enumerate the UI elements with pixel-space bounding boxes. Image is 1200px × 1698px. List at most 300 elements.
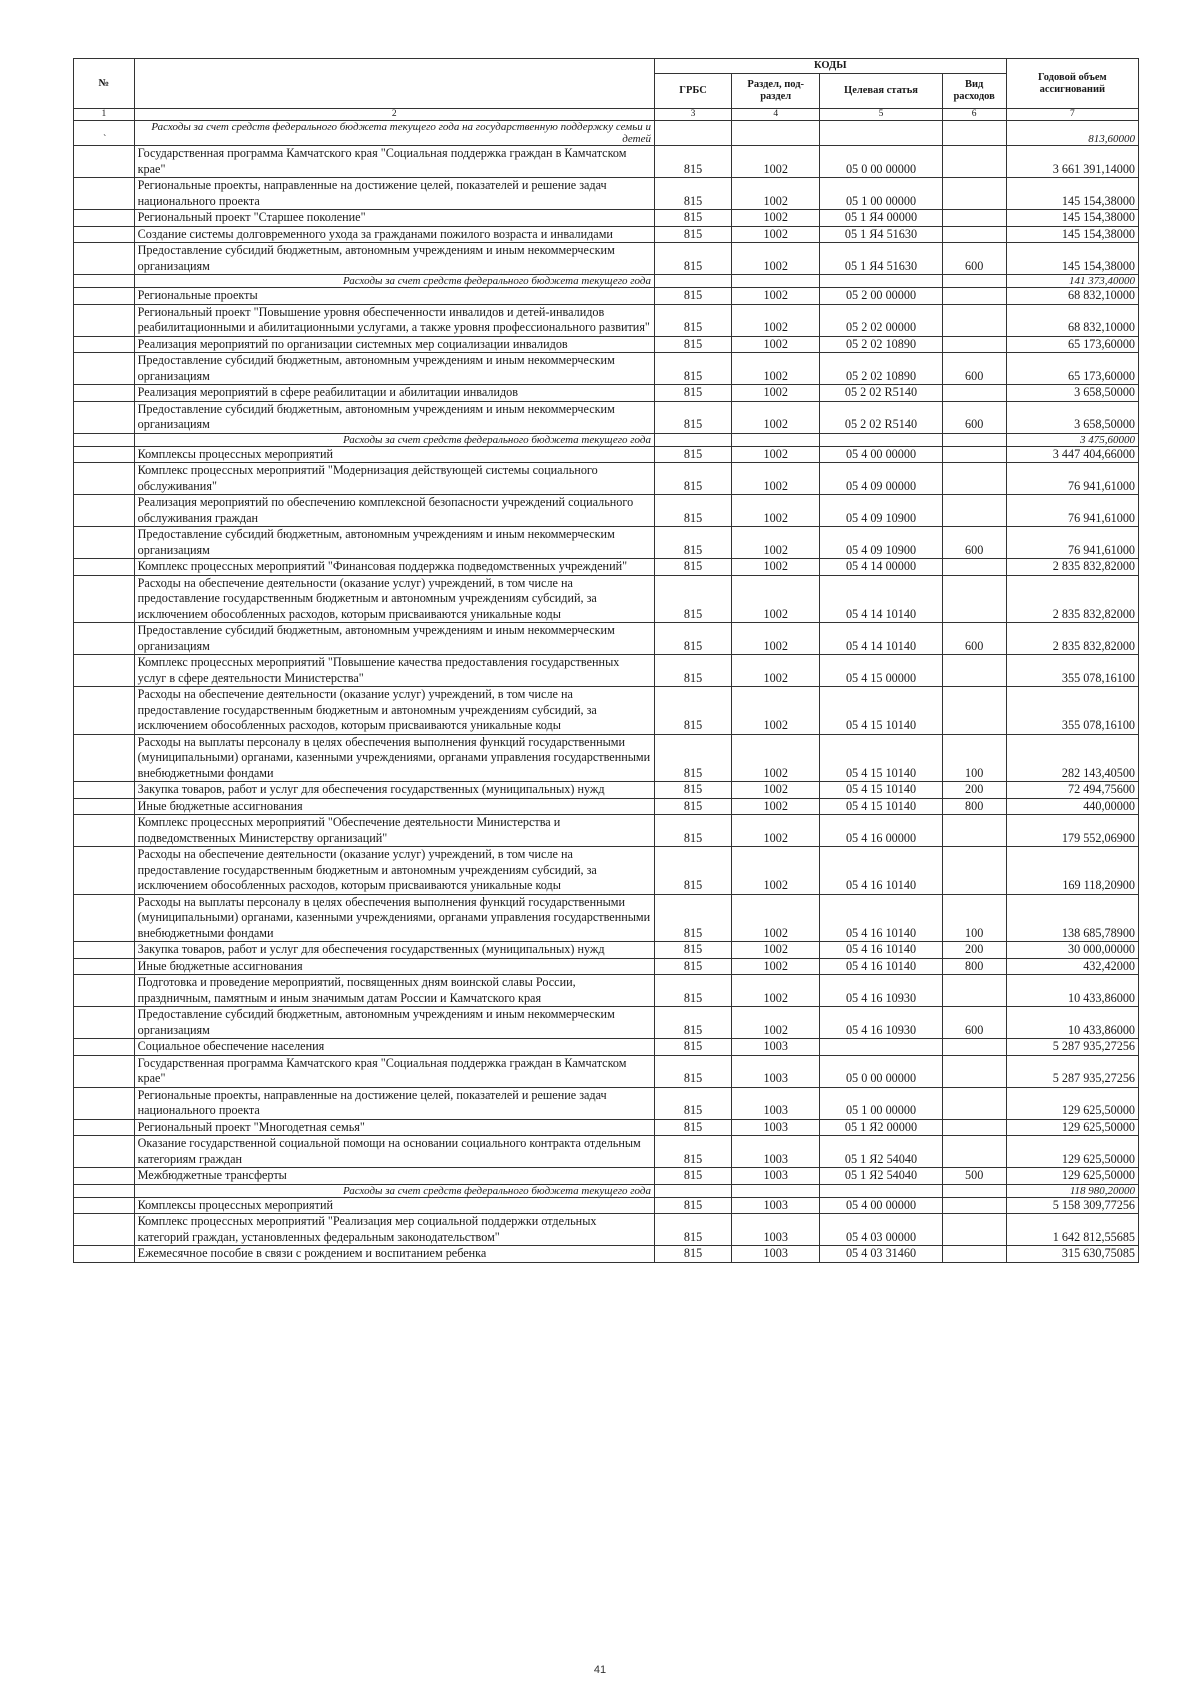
row-celevaya: 05 4 09 10900: [820, 527, 942, 559]
row-marker: [74, 1119, 135, 1136]
row-grbs: 815: [654, 1119, 731, 1136]
row-vid: [942, 121, 1006, 146]
row-celevaya: 05 4 15 10140: [820, 782, 942, 799]
row-name: Расходы на обеспечение деятельности (оказание услуг) учреждений, в том числе на предоставление государственным бюджетным и автономным учреждениям субсидий, за исключением обособленных расходов, которым присваиваются уникальные коды: [134, 575, 654, 623]
row-grbs: 815: [654, 385, 731, 402]
row-name: Комплекс процессных мероприятий "Модернизация действующей системы социального обслуживания": [134, 463, 654, 495]
row-name: Закупка товаров, работ и услуг для обеспечения государственных (муниципальных) нужд: [134, 782, 654, 799]
row-razdel: 1002: [732, 210, 820, 227]
row-sum: 3 658,50000: [1006, 401, 1138, 433]
table-row: [74, 847, 1139, 895]
row-razdel: 1002: [732, 385, 820, 402]
row-sum: 129 625,50000: [1006, 1119, 1138, 1136]
row-razdel: 1002: [732, 975, 820, 1007]
row-sum: 315 630,75085: [1006, 1246, 1138, 1263]
header-grbs: ГРБС: [654, 74, 731, 109]
row-razdel: 1002: [732, 958, 820, 975]
row-vid: [942, 385, 1006, 402]
column-number-row: [74, 109, 1139, 121]
row-razdel: 1002: [732, 401, 820, 433]
row-name: Региональные проекты, направленные на достижение целей, показателей и решение задач национального проекта: [134, 1087, 654, 1119]
row-vid: 100: [942, 894, 1006, 942]
row-marker: [74, 178, 135, 210]
row-celevaya: 05 4 00 00000: [820, 1197, 942, 1214]
row-sum: 3 658,50000: [1006, 385, 1138, 402]
row-sum: 76 941,61000: [1006, 495, 1138, 527]
row-name: Расходы на обеспечение деятельности (оказание услуг) учреждений, в том числе на предоставление государственным бюджетным и автономным учреждениям субсидий, за исключением обособленных расходов, которым присваиваются уникальные коды: [134, 847, 654, 895]
row-vid: 100: [942, 734, 1006, 782]
row-sum: 355 078,16100: [1006, 687, 1138, 735]
row-celevaya: 05 4 14 00000: [820, 559, 942, 576]
header-row-top: [74, 59, 1139, 74]
row-vid: [942, 210, 1006, 227]
table-row: [74, 304, 1139, 336]
row-celevaya: 05 2 02 R5140: [820, 401, 942, 433]
row-sum: 3 447 404,66000: [1006, 446, 1138, 463]
row-vid: 800: [942, 798, 1006, 815]
row-name: Региональный проект "Многодетная семья": [134, 1119, 654, 1136]
row-sum: 440,00000: [1006, 798, 1138, 815]
row-celevaya: 05 2 02 R5140: [820, 385, 942, 402]
row-grbs: 815: [654, 687, 731, 735]
row-celevaya: 05 4 16 10140: [820, 894, 942, 942]
row-name: Оказание государственной социальной помощи на основании социального контракта отдельным категориям граждан: [134, 1136, 654, 1168]
page-number: 41: [593, 1664, 607, 1676]
row-sum: 5 287 935,27256: [1006, 1039, 1138, 1056]
row-vid: [942, 446, 1006, 463]
row-grbs: 815: [654, 1246, 731, 1263]
table-row: [74, 243, 1139, 275]
row-sum: 65 173,60000: [1006, 336, 1138, 353]
row-marker: [74, 1184, 135, 1197]
table-row: [74, 146, 1139, 178]
row-razdel: 1003: [732, 1246, 820, 1263]
row-marker: [74, 655, 135, 687]
row-marker: [74, 210, 135, 227]
row-sum: 145 154,38000: [1006, 178, 1138, 210]
table-row: [74, 401, 1139, 433]
table-row: [74, 495, 1139, 527]
row-marker: [74, 1087, 135, 1119]
row-marker: [74, 433, 135, 446]
table-row: [74, 446, 1139, 463]
row-name: Предоставление субсидий бюджетным, автономным учреждениям и иным некоммерческим организациям: [134, 623, 654, 655]
row-razdel: 1002: [732, 178, 820, 210]
row-sum: 5 287 935,27256: [1006, 1055, 1138, 1087]
row-razdel: 1002: [732, 559, 820, 576]
row-razdel: 1002: [732, 527, 820, 559]
row-grbs: 815: [654, 1087, 731, 1119]
table-row: [74, 623, 1139, 655]
row-name: Предоставление субсидий бюджетным, автономным учреждениям и иным некоммерческим организациям: [134, 1007, 654, 1039]
row-grbs: 815: [654, 815, 731, 847]
row-vid: [942, 1087, 1006, 1119]
row-razdel: 1003: [732, 1119, 820, 1136]
row-sum: 10 433,86000: [1006, 975, 1138, 1007]
row-grbs: 815: [654, 958, 731, 975]
row-vid: 600: [942, 1007, 1006, 1039]
row-marker: [74, 847, 135, 895]
row-razdel: 1002: [732, 304, 820, 336]
row-razdel: 1003: [732, 1055, 820, 1087]
column-number: 2: [134, 109, 654, 121]
row-sum: 145 154,38000: [1006, 226, 1138, 243]
row-razdel: 1002: [732, 146, 820, 178]
row-name: Комплекс процессных мероприятий "Обеспечение деятельности Министерства и подведомственных Министерству организаций": [134, 815, 654, 847]
budget-table-body: [74, 121, 1139, 1263]
row-name: Расходы за счет средств федерального бюджета текущего года: [134, 275, 654, 288]
row-name: Расходы на обеспечение деятельности (оказание услуг) учреждений, в том числе на предоставление государственным бюджетным и автономным учреждениям субсидий, за исключением обособленных расходов, которым присваиваются уникальные коды: [134, 687, 654, 735]
row-name: Региональный проект "Старшее поколение": [134, 210, 654, 227]
table-row: [74, 1136, 1139, 1168]
row-sum: 355 078,16100: [1006, 655, 1138, 687]
row-grbs: 815: [654, 623, 731, 655]
row-vid: 500: [942, 1168, 1006, 1185]
row-name: Расходы за счет средств федерального бюджета текущего года на государственную поддержку семьи и детей: [134, 121, 654, 146]
row-celevaya: 05 4 16 00000: [820, 815, 942, 847]
row-vid: 600: [942, 243, 1006, 275]
row-marker: [74, 1136, 135, 1168]
row-razdel: 1002: [732, 288, 820, 305]
row-marker: `: [74, 121, 135, 146]
row-celevaya: 05 2 02 00000: [820, 304, 942, 336]
row-marker: [74, 495, 135, 527]
row-sum: 2 835 832,82000: [1006, 575, 1138, 623]
row-marker: [74, 975, 135, 1007]
table-row: [74, 1246, 1139, 1263]
row-razdel: 1002: [732, 353, 820, 385]
row-vid: [942, 1214, 1006, 1246]
row-name: Социальное обеспечение населения: [134, 1039, 654, 1056]
row-name: Предоставление субсидий бюджетным, автономным учреждениям и иным некоммерческим организациям: [134, 353, 654, 385]
row-celevaya: 05 2 02 10890: [820, 353, 942, 385]
row-name: Предоставление субсидий бюджетным, автономным учреждениям и иным некоммерческим организациям: [134, 243, 654, 275]
table-row: [74, 527, 1139, 559]
table-row: [74, 1039, 1139, 1056]
table-row: [74, 655, 1139, 687]
row-sum: 141 373,40000: [1006, 275, 1138, 288]
row-celevaya: 05 1 Я2 54040: [820, 1168, 942, 1185]
table-row: [74, 975, 1139, 1007]
row-grbs: 815: [654, 1136, 731, 1168]
row-vid: [942, 433, 1006, 446]
row-celevaya: 05 1 Я4 00000: [820, 210, 942, 227]
row-name: Ежемесячное пособие в связи с рождением и воспитанием ребенка: [134, 1246, 654, 1263]
row-marker: [74, 815, 135, 847]
row-vid: [942, 559, 1006, 576]
row-name: Реализация мероприятий в сфере реабилитации и абилитации инвалидов: [134, 385, 654, 402]
row-celevaya: 05 4 09 10900: [820, 495, 942, 527]
row-grbs: [654, 275, 731, 288]
row-vid: [942, 687, 1006, 735]
row-grbs: 815: [654, 559, 731, 576]
row-celevaya: 05 4 15 10140: [820, 734, 942, 782]
row-celevaya: [820, 1039, 942, 1056]
row-vid: [942, 1197, 1006, 1214]
table-row: [74, 1055, 1139, 1087]
table-row: [74, 1168, 1139, 1185]
table-row: [74, 782, 1139, 799]
row-grbs: 815: [654, 942, 731, 959]
row-celevaya: [820, 275, 942, 288]
table-row: [74, 687, 1139, 735]
row-grbs: 815: [654, 210, 731, 227]
row-sum: 65 173,60000: [1006, 353, 1138, 385]
federal-funds-row: [74, 121, 1139, 146]
row-razdel: 1002: [732, 847, 820, 895]
row-celevaya: 05 4 03 00000: [820, 1214, 942, 1246]
row-name: Государственная программа Камчатского края "Социальная поддержка граждан в Камчатском крае": [134, 1055, 654, 1087]
row-celevaya: 05 4 14 10140: [820, 623, 942, 655]
row-celevaya: [820, 121, 942, 146]
row-name: Расходы на выплаты персоналу в целях обеспечения выполнения функций государственными (муниципальными) органами, казенными учреждениями, органами управления государственными внебюджетными фондами: [134, 734, 654, 782]
row-grbs: 815: [654, 782, 731, 799]
row-vid: [942, 847, 1006, 895]
row-marker: [74, 275, 135, 288]
row-name: Реализация мероприятий по обеспечению комплексной безопасности учреждений социального обслуживания граждан: [134, 495, 654, 527]
row-razdel: 1003: [732, 1168, 820, 1185]
row-grbs: 815: [654, 527, 731, 559]
row-vid: 600: [942, 401, 1006, 433]
row-celevaya: 05 0 00 00000: [820, 1055, 942, 1087]
row-grbs: 815: [654, 446, 731, 463]
row-name: Создание системы долговременного ухода за гражданами пожилого возраста и инвалидами: [134, 226, 654, 243]
row-marker: [74, 798, 135, 815]
row-razdel: 1002: [732, 446, 820, 463]
row-celevaya: 05 4 15 10140: [820, 798, 942, 815]
row-sum: 118 980,20000: [1006, 1184, 1138, 1197]
row-marker: [74, 1246, 135, 1263]
header-annual-volume: Годовой объем ассигнований: [1006, 59, 1138, 109]
row-sum: 432,42000: [1006, 958, 1138, 975]
row-razdel: 1002: [732, 243, 820, 275]
header-num: №: [74, 59, 135, 109]
row-vid: [942, 146, 1006, 178]
table-row: [74, 1087, 1139, 1119]
column-number: 6: [942, 109, 1006, 121]
table-row: [74, 559, 1139, 576]
row-sum: 2 835 832,82000: [1006, 559, 1138, 576]
column-number: 7: [1006, 109, 1138, 121]
row-marker: [74, 958, 135, 975]
row-grbs: 815: [654, 353, 731, 385]
table-row: [74, 734, 1139, 782]
row-vid: [942, 495, 1006, 527]
row-grbs: 815: [654, 304, 731, 336]
table-row: [74, 1119, 1139, 1136]
row-grbs: 815: [654, 575, 731, 623]
row-sum: 3 475,60000: [1006, 433, 1138, 446]
row-vid: 600: [942, 623, 1006, 655]
row-marker: [74, 1214, 135, 1246]
row-celevaya: 05 1 Я2 54040: [820, 1136, 942, 1168]
row-grbs: 815: [654, 1055, 731, 1087]
table-row: [74, 226, 1139, 243]
row-marker: [74, 1007, 135, 1039]
header-codes: КОДЫ: [654, 59, 1006, 74]
row-marker: [74, 894, 135, 942]
row-sum: 72 494,75600: [1006, 782, 1138, 799]
table-row: [74, 288, 1139, 305]
row-celevaya: 05 4 16 10930: [820, 975, 942, 1007]
row-grbs: 815: [654, 146, 731, 178]
table-row: [74, 385, 1139, 402]
row-name: Комплекс процессных мероприятий "Финансовая поддержка подведомственных учреждений": [134, 559, 654, 576]
row-grbs: 815: [654, 226, 731, 243]
row-name: Региональный проект "Повышение уровня обеспеченности инвалидов и детей-инвалидов реабилитационными и абилитационными услугами, а также уровня профессионального развития": [134, 304, 654, 336]
row-sum: 5 158 309,77256: [1006, 1197, 1138, 1214]
row-celevaya: 05 4 15 00000: [820, 655, 942, 687]
table-row: [74, 942, 1139, 959]
row-sum: 129 625,50000: [1006, 1168, 1138, 1185]
row-marker: [74, 559, 135, 576]
row-marker: [74, 1055, 135, 1087]
row-vid: 200: [942, 942, 1006, 959]
header-razdel: Раздел, под-раздел: [732, 74, 820, 109]
row-vid: 600: [942, 527, 1006, 559]
row-vid: [942, 655, 1006, 687]
row-grbs: 815: [654, 1007, 731, 1039]
row-razdel: 1003: [732, 1214, 820, 1246]
row-marker: [74, 401, 135, 433]
row-marker: [74, 385, 135, 402]
row-razdel: 1002: [732, 782, 820, 799]
row-sum: 169 118,20900: [1006, 847, 1138, 895]
row-razdel: 1002: [732, 336, 820, 353]
row-celevaya: 05 1 Я4 51630: [820, 226, 942, 243]
row-razdel: 1002: [732, 463, 820, 495]
row-marker: [74, 575, 135, 623]
row-razdel: 1003: [732, 1039, 820, 1056]
table-row: [74, 210, 1139, 227]
column-number: 3: [654, 109, 731, 121]
row-grbs: 815: [654, 288, 731, 305]
row-marker: [74, 1039, 135, 1056]
row-grbs: 815: [654, 401, 731, 433]
row-marker: [74, 463, 135, 495]
row-vid: [942, 1246, 1006, 1263]
column-number: 4: [732, 109, 820, 121]
row-name: Комплекс процессных мероприятий "Реализация мер социальной поддержки отдельных категорий граждан, установленных федеральным законодательством": [134, 1214, 654, 1246]
row-razdel: 1002: [732, 623, 820, 655]
table-row: [74, 575, 1139, 623]
row-grbs: 815: [654, 495, 731, 527]
row-name: Комплекс процессных мероприятий "Повышение качества предоставления государственных услуг в сфере деятельности Министерства": [134, 655, 654, 687]
table-row: [74, 1007, 1139, 1039]
row-marker: [74, 336, 135, 353]
row-grbs: 815: [654, 1214, 731, 1246]
row-marker: [74, 288, 135, 305]
row-razdel: 1002: [732, 942, 820, 959]
row-vid: [942, 178, 1006, 210]
row-marker: [74, 734, 135, 782]
row-vid: [942, 275, 1006, 288]
row-marker: [74, 782, 135, 799]
row-razdel: 1003: [732, 1136, 820, 1168]
row-marker: [74, 304, 135, 336]
row-celevaya: 05 1 Я4 51630: [820, 243, 942, 275]
row-grbs: 815: [654, 734, 731, 782]
row-celevaya: 05 1 00 00000: [820, 178, 942, 210]
table-row: [74, 798, 1139, 815]
row-vid: [942, 1119, 1006, 1136]
row-sum: 68 832,10000: [1006, 288, 1138, 305]
row-marker: [74, 1197, 135, 1214]
row-celevaya: 05 4 03 31460: [820, 1246, 942, 1263]
row-marker: [74, 527, 135, 559]
row-sum: 1 642 812,55685: [1006, 1214, 1138, 1246]
row-celevaya: 05 4 09 00000: [820, 463, 942, 495]
row-name: Региональные проекты: [134, 288, 654, 305]
row-grbs: 815: [654, 463, 731, 495]
table-row: [74, 1214, 1139, 1246]
row-sum: 3 661 391,14000: [1006, 146, 1138, 178]
row-vid: [942, 1055, 1006, 1087]
row-razdel: 1002: [732, 226, 820, 243]
row-grbs: 815: [654, 336, 731, 353]
row-razdel: [732, 1184, 820, 1197]
row-marker: [74, 226, 135, 243]
row-celevaya: 05 4 00 00000: [820, 446, 942, 463]
row-razdel: [732, 121, 820, 146]
row-celevaya: 05 4 16 10930: [820, 1007, 942, 1039]
row-vid: [942, 1039, 1006, 1056]
row-sum: 129 625,50000: [1006, 1087, 1138, 1119]
federal-funds-row: [74, 433, 1139, 446]
row-celevaya: [820, 433, 942, 446]
table-row: [74, 815, 1139, 847]
row-celevaya: 05 2 00 00000: [820, 288, 942, 305]
row-vid: [942, 575, 1006, 623]
row-celevaya: 05 4 16 10140: [820, 847, 942, 895]
row-name: Подготовка и проведение мероприятий, посвященных дням воинской славы России, праздничным, памятным и иным значимым датам России и Камчатского края: [134, 975, 654, 1007]
row-name: Межбюджетные трансферты: [134, 1168, 654, 1185]
row-razdel: 1002: [732, 1007, 820, 1039]
table-row: [74, 178, 1139, 210]
row-vid: [942, 463, 1006, 495]
row-marker: [74, 146, 135, 178]
row-vid: [942, 226, 1006, 243]
row-celevaya: 05 4 14 10140: [820, 575, 942, 623]
row-razdel: 1002: [732, 655, 820, 687]
row-vid: 600: [942, 353, 1006, 385]
row-grbs: 815: [654, 894, 731, 942]
row-name: Реализация мероприятий по организации системных мер социализации инвалидов: [134, 336, 654, 353]
row-grbs: 815: [654, 1197, 731, 1214]
row-marker: [74, 243, 135, 275]
row-razdel: 1003: [732, 1087, 820, 1119]
row-grbs: 815: [654, 243, 731, 275]
row-sum: 179 552,06900: [1006, 815, 1138, 847]
header-vid: Вид расходов: [942, 74, 1006, 109]
row-name: Комплексы процессных мероприятий: [134, 446, 654, 463]
row-sum: 2 835 832,82000: [1006, 623, 1138, 655]
row-name: Комплексы процессных мероприятий: [134, 1197, 654, 1214]
header-celevaya: Целевая статья: [820, 74, 942, 109]
row-grbs: 815: [654, 178, 731, 210]
row-grbs: 815: [654, 847, 731, 895]
row-grbs: 815: [654, 655, 731, 687]
row-grbs: [654, 121, 731, 146]
row-celevaya: 05 4 15 10140: [820, 687, 942, 735]
row-razdel: 1002: [732, 495, 820, 527]
table-row: [74, 894, 1139, 942]
row-razdel: [732, 275, 820, 288]
row-vid: [942, 336, 1006, 353]
row-sum: 76 941,61000: [1006, 527, 1138, 559]
row-sum: 129 625,50000: [1006, 1136, 1138, 1168]
row-name: Предоставление субсидий бюджетным, автономным учреждениям и иным некоммерческим организациям: [134, 401, 654, 433]
